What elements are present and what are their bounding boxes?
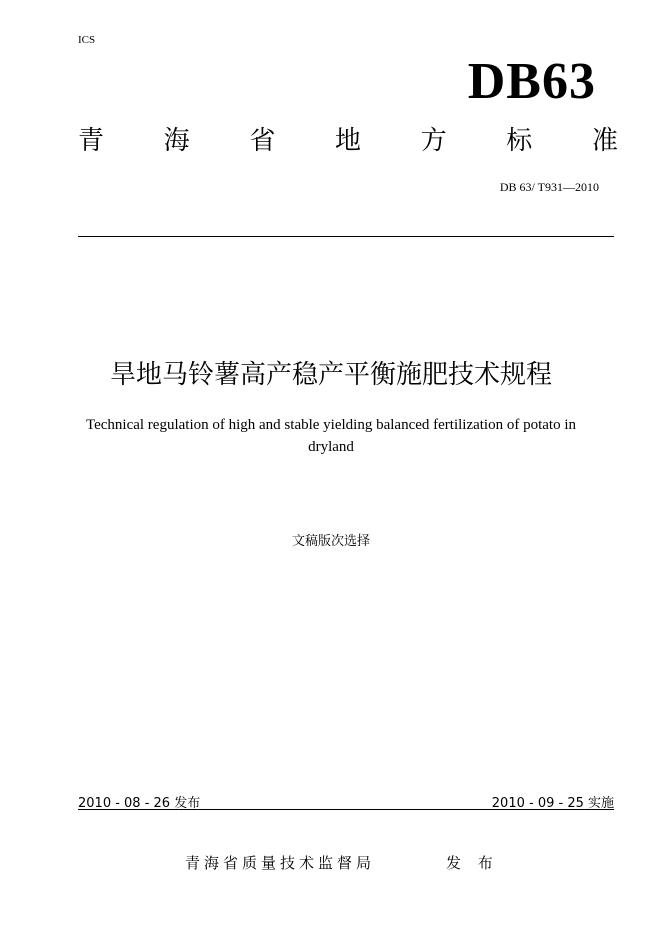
draft-version-selector: 文稿版次选择	[291, 534, 370, 549]
bottom-divider	[78, 809, 614, 810]
issue-date: 2010 - 08 - 26 发布	[78, 796, 201, 811]
db63-logo: DB63	[467, 53, 596, 110]
standard-number: DB 63/ T931—2010	[499, 180, 599, 194]
standard-type-char: 准	[591, 126, 618, 156]
standard-type-heading	[78, 128, 618, 154]
ics-label: ICS	[78, 34, 96, 46]
document-title-chinese: 旱地马铃薯高产稳产平衡施肥技术规程	[109, 360, 552, 390]
standard-type-char: 方	[420, 126, 447, 156]
standard-type-char: 标	[506, 126, 533, 156]
top-divider	[78, 236, 614, 237]
standard-type-char: 海	[163, 126, 190, 156]
issuing-authority: 青海省质量技术监督局	[185, 854, 376, 872]
implementation-date: 2010 - 09 - 25 实施	[491, 796, 614, 811]
standard-type-char: 省	[249, 126, 276, 156]
standard-type-char: 青	[78, 126, 105, 156]
standard-type-char: 地	[334, 126, 361, 156]
document-title-english: Technical regulation of high and stable yielding balanced fertilization of potato in dryland	[85, 417, 577, 455]
publish-label: 发 布	[446, 854, 499, 872]
